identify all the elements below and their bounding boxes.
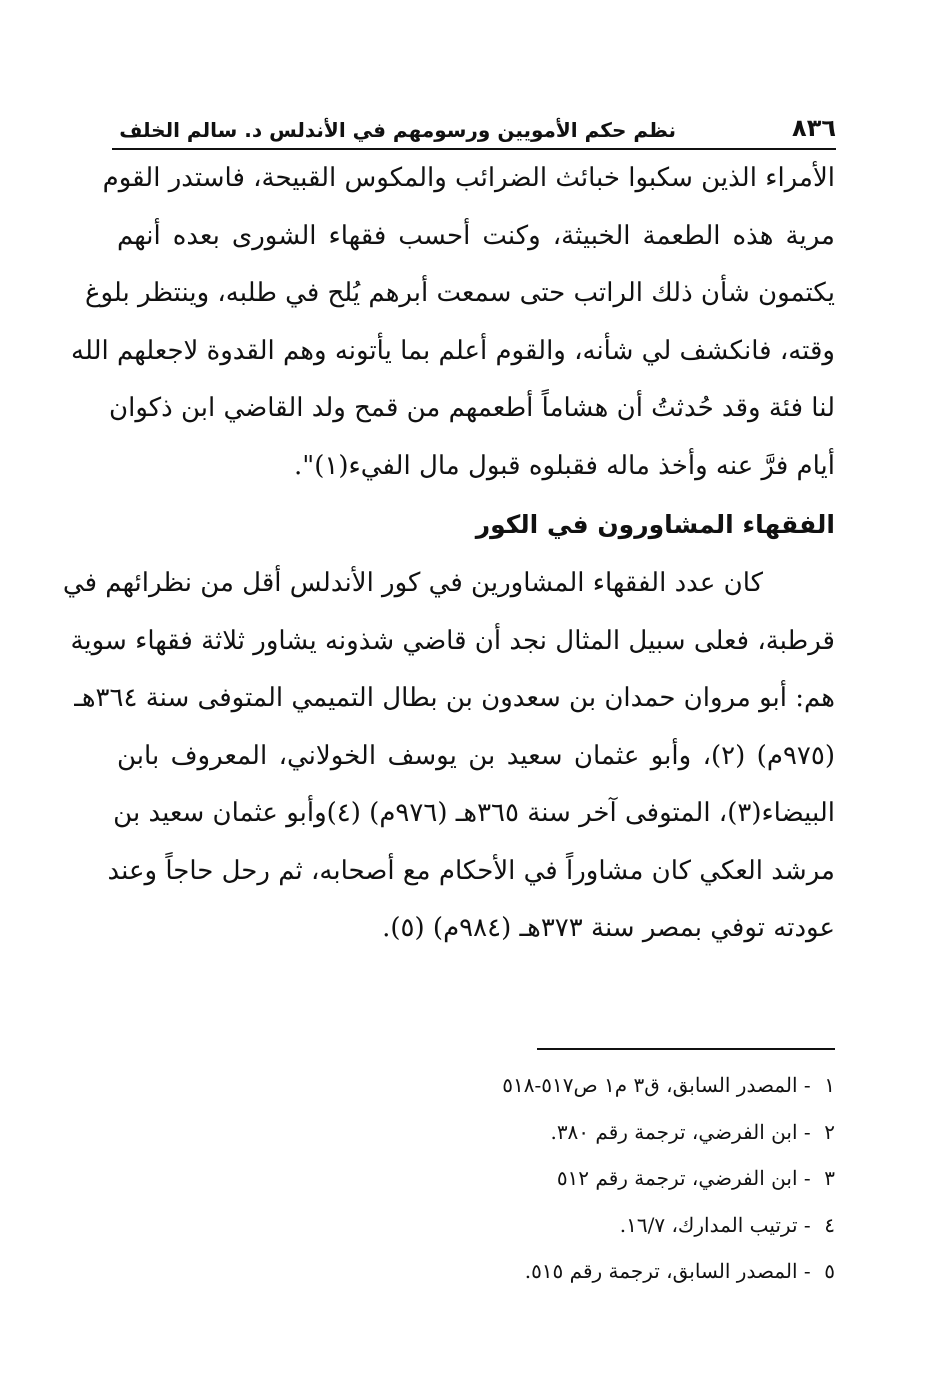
footnote-number: ٢ (824, 1119, 835, 1144)
footnote-number: ٥ (824, 1259, 835, 1283)
text-line: مرية هذه الطعمة الخبيثة، وكنت أحسب فقهاء الشورى بعده أنهم (117, 220, 835, 251)
footnote-number: ٤ (824, 1212, 835, 1237)
footnote-separator: - (803, 1166, 811, 1190)
footnote-separator: - (803, 1073, 811, 1097)
text-line: الأمراء الذين سكبوا خبائث الضرائب والمكوس القبيحة، فاستدر القوم (102, 163, 835, 193)
text-line: (٩٧٥م) (٢)، وأبو عثمان سعيد بن يوسف الخولاني، المعروف بابن (117, 740, 835, 771)
text-line: البيضاء(٣)، المتوفى آخر سنة ٣٦٥هـ (٩٧٦م) (٤)وأبو عثمان سعيد بن (113, 798, 835, 828)
page-header (112, 108, 836, 150)
running-title: نظم حكم الأمويين ورسومهم في الأندلس د. سالم الخلف (119, 118, 676, 142)
footnote-text: المصدر السابق، ق٣ م١ ص٥١٧-٥١٨ (502, 1073, 798, 1097)
page-number: ٨٣٦ (792, 114, 836, 142)
footnote-4 (117, 1202, 835, 1249)
footnote-text: المصدر السابق، ترجمة رقم ٥١٥. (524, 1259, 798, 1283)
paragraph-1 (71, 150, 835, 495)
text-line: كان عدد الفقهاء المشاورين في كور الأندلس أقل من نظرائهم في (62, 568, 763, 598)
footnote-5 (117, 1248, 835, 1295)
footnote-separator: - (803, 1259, 811, 1283)
main-text (62, 150, 835, 958)
footnote-2 (117, 1109, 835, 1156)
footnote-number: ١ (824, 1073, 835, 1097)
text-line: لنا فئة وقد حُدثتُ أن هشاماً أطعمهم من قمح ولد القاضي ابن ذكوان (109, 393, 835, 423)
footnotes (117, 1062, 835, 1295)
footnote-separator: - (803, 1119, 811, 1144)
footnote-1 (117, 1062, 835, 1109)
footnote-3 (117, 1155, 835, 1202)
footnote-text: ابن الفرضي، ترجمة رقم ٣٨٠. (550, 1119, 798, 1144)
text-line: وقته، فانكشف لي شأنه، والقوم أعلم بما يأتونه وهم القدوة لاجعلهم الله (71, 335, 835, 366)
text-line: أيام فرَّ عنه وأخذ ماله فقبلوه قبول مال الفيء(١)". (294, 450, 835, 481)
text-line: يكتمون شأن ذلك الراتب حتى سمعت أبرهم يُلح في طلبه، وينتظر بلوغ (84, 278, 835, 308)
text-line: هم: أبو مروان حمدان بن سعدون بن بطال التميمي المتوفى سنة ٣٦٤هـ (74, 683, 835, 713)
text-line: عودته توفي بمصر سنة ٣٧٣هـ (٩٨٤م) (٥). (382, 913, 835, 943)
text-line: قرطبة، فعلى سبيل المثال نجد أن قاضي شذونه يشاور ثلاثة فقهاء سوية (70, 625, 835, 656)
footnote-number: ٣ (824, 1166, 835, 1190)
footnote-text: ترتيب المدارك، ١٦/٧. (619, 1212, 798, 1237)
footnote-text: ابن الفرضي، ترجمة رقم ٥١٢ (556, 1166, 798, 1190)
paragraph-2 (62, 555, 835, 958)
section-heading: الفقهاء المشاورون في الكور (475, 510, 835, 539)
footnote-divider (537, 1048, 835, 1050)
footnote-separator: - (803, 1212, 811, 1237)
text-line: مرشد العكي كان مشاوراً في الأحكام مع أصحابه، ثم رحل حاجاً وعند (107, 855, 835, 886)
